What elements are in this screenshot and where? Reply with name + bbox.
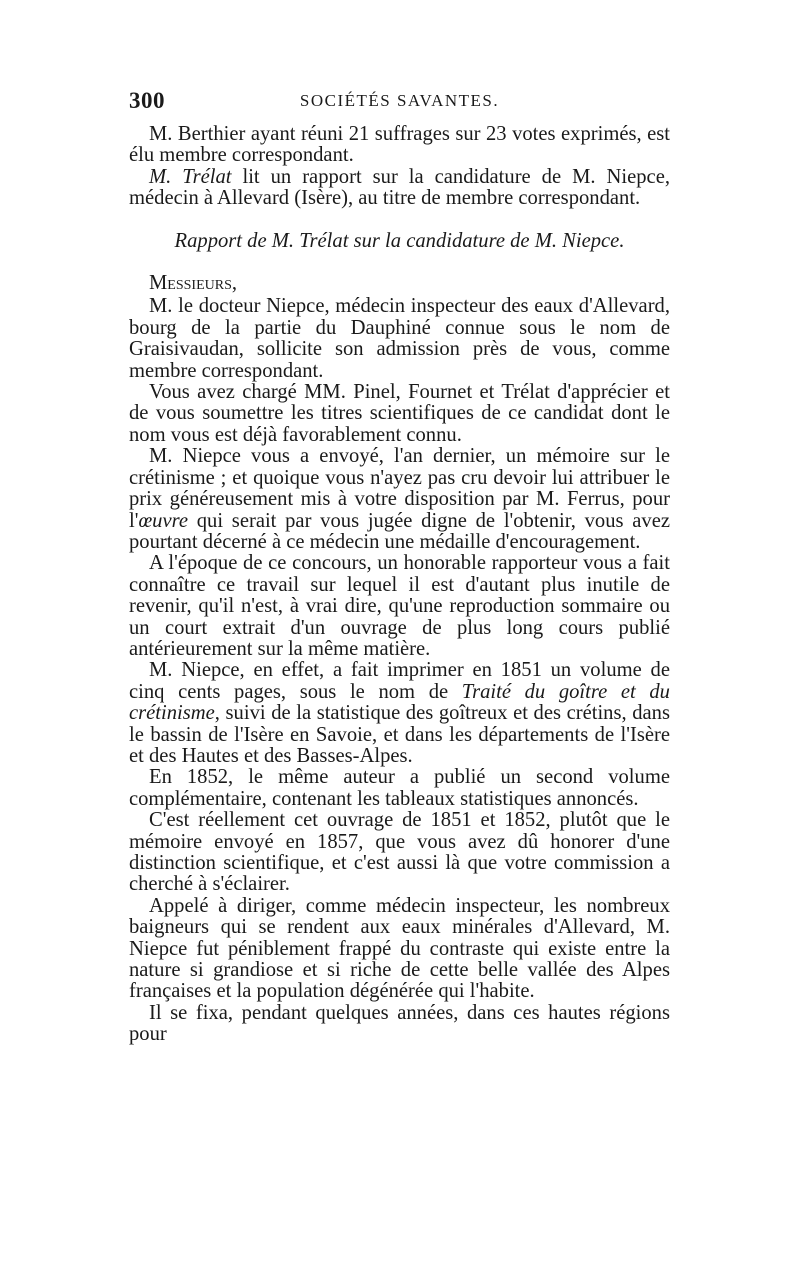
paragraph-contest: A l'époque de ce concours, un honorable rapporteur vous a fait connaître ce travail sur lequel il est d'autant plus inutile de revenir, qu'il n'est, à vrai dire, qu'une reproduction sommaire ou un court extrait d'un ouvrage de plus long cours publié antérieurement sur la même matière. <box>129 552 670 660</box>
salutation: Messieurs, <box>149 272 238 295</box>
report-title: Rapport de M. Trélat sur la candidature de M. Niepce. <box>174 229 625 252</box>
paragraph-second-volume: En 1852, le même auteur a publié un second volume complémentaire, contenant les tableaux statistiques annoncés. <box>129 766 670 810</box>
page-number: 300 <box>129 88 165 113</box>
paragraph-report-announcement: M. Trélat lit un rapport sur la candidature de M. Niepce, médecin à Allevard (Isère), au titre de membre correspondant. <box>129 165 670 210</box>
running-head <box>129 88 670 118</box>
paragraph-work-honored: C'est réellement cet ouvrage de 1851 et 1852, plutôt que le mémoire envoyé en 1857, que vous avez dû honorer d'une distinction scientifique, et c'est aussi là que votre commission a cherché à s'éclairer. <box>129 809 670 896</box>
paragraph-continues: Il se fixa, pendant quelques années, dans ces hautes régions pour <box>129 1001 670 1046</box>
body-text <box>129 124 670 1046</box>
paragraph-candidate-intro: M. le docteur Niepce, médecin inspecteur des eaux d'Allevard, bourg de la partie du Dauphiné connue sous le nom de Graisivaudan, sollicite son admission près de vous, comme membre correspondant. <box>129 295 670 382</box>
paragraph-election-result: M. Berthier ayant réuni 21 suffrages sur 23 votes exprimés, est élu membre correspondant. <box>129 123 670 167</box>
paragraph-commission: Vous avez chargé MM. Pinel, Fournet et Trélat d'apprécier et de vous soumettre les titres scientifiques de ce candidat dont le nom vous est déjà favorablement connu. <box>129 381 670 446</box>
paragraph-memoir: M. Niepce vous a envoyé, l'an dernier, un mémoire sur le crétinisme ; et quoique vous n'ayez pas cru devoir lui attribuer le prix généreusement mis à votre disposition par M. Ferrus, pour l'œuvre qui serait par vous jugée digne de l'obtenir, vous avez pourtant décerné à ce médecin une médaille d'encouragement. <box>129 445 670 553</box>
paragraph-allevard: Appelé à diriger, comme médecin inspecteur, les nombreux baigneurs qui se rendent aux eaux minérales d'Allevard, M. Niepce fut péniblement frappé du contraste qui existe entre la nature si grandiose et si riche de cette belle vallée des Alpes françaises et la population dégénérée qui l'habite. <box>129 894 670 1003</box>
running-title: SOCIÉTÉS SAVANTES. <box>299 91 500 110</box>
speaker-name: M. Trélat <box>149 165 232 188</box>
treatise-title: Traité du goître et du crétinisme <box>129 680 670 725</box>
paragraph-treatise: M. Niepce, en effet, a fait imprimer en 1851 un volume de cinq cents pages, sous le nom de Traité du goître et du crétinisme, suivi de la statistique des goîtreux et des crétins, dans le bassin de l'Isère en Savoie, et dans les départements de l'Isère et des Hautes et des Basses-Alpes. <box>129 659 670 767</box>
